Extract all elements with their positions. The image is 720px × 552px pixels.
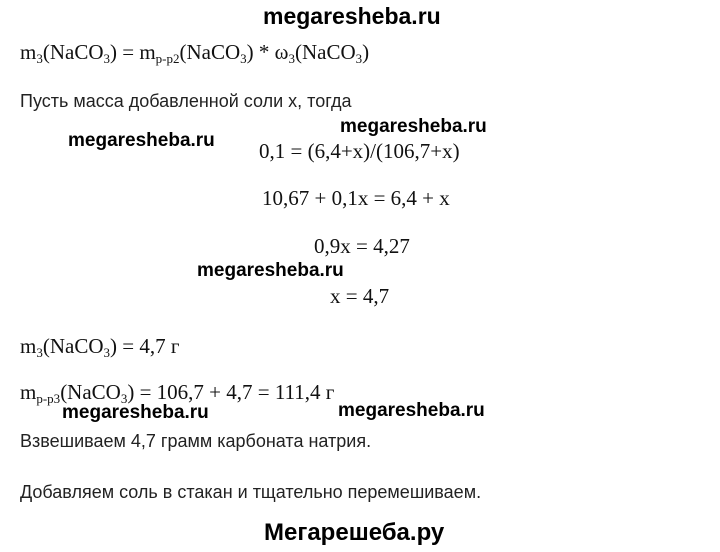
- watermark-right-1: megaresheba.ru: [340, 116, 487, 137]
- watermark-bottom: Мегарешеба.ру: [264, 519, 445, 546]
- formula-subscript: 3: [240, 51, 247, 66]
- formula-line-1: [20, 40, 369, 65]
- formula-subscript: 3: [103, 51, 110, 66]
- formula-text: ) * ω: [246, 40, 289, 64]
- formula-text: (NaCO: [60, 380, 121, 404]
- formula-text: ): [362, 40, 370, 64]
- watermark-left-2: megaresheba.ru: [62, 402, 209, 423]
- equation-2: 10,67 + 0,1x = 6,4 + x: [262, 186, 450, 210]
- formula-subscript: 3: [120, 391, 128, 406]
- formula-subscript: р-р2: [155, 51, 180, 66]
- equation-4: x = 4,7: [330, 284, 390, 308]
- equation-1: 0,1 = (6,4+x)/(106,7+x): [259, 139, 460, 163]
- formula-text: (NaCO: [179, 40, 241, 64]
- formula-line-2: [20, 334, 179, 359]
- intro-text: Пусть масса добавленной соли x, тогда: [20, 91, 352, 111]
- formula-text: (NaCO: [295, 40, 356, 64]
- formula-text: (NaCO: [42, 40, 104, 64]
- formula-text: m: [20, 40, 37, 64]
- formula-subscript: 3: [36, 51, 43, 66]
- formula-text: m: [20, 380, 37, 404]
- formula-subscript: 3: [288, 51, 295, 66]
- formula-text: ) = 4,7 г: [110, 334, 180, 358]
- formula-subscript: 3: [355, 51, 363, 66]
- formula-text: m: [20, 334, 37, 358]
- watermark-right-2: megaresheba.ru: [338, 400, 485, 421]
- formula-text: ) = m: [110, 40, 156, 64]
- step-2-text: Добавляем соль в стакан и тщательно перемешиваем.: [20, 482, 482, 502]
- formula-subscript: р-р3: [36, 391, 61, 406]
- formula-subscript: 3: [103, 345, 110, 360]
- formula-text: (NaCO: [42, 334, 104, 358]
- step-1-text: Взвешиваем 4,7 грамм карбоната натрия.: [20, 431, 372, 451]
- equation-3: 0,9x = 4,27: [314, 234, 410, 258]
- watermark-center: megaresheba.ru: [197, 260, 344, 281]
- watermark-top: megaresheba.ru: [263, 3, 441, 29]
- formula-subscript: 3: [36, 345, 43, 360]
- watermark-left-1: megaresheba.ru: [68, 130, 215, 151]
- formula-text: ) = 106,7 + 4,7 = 111,4 г: [127, 380, 335, 404]
